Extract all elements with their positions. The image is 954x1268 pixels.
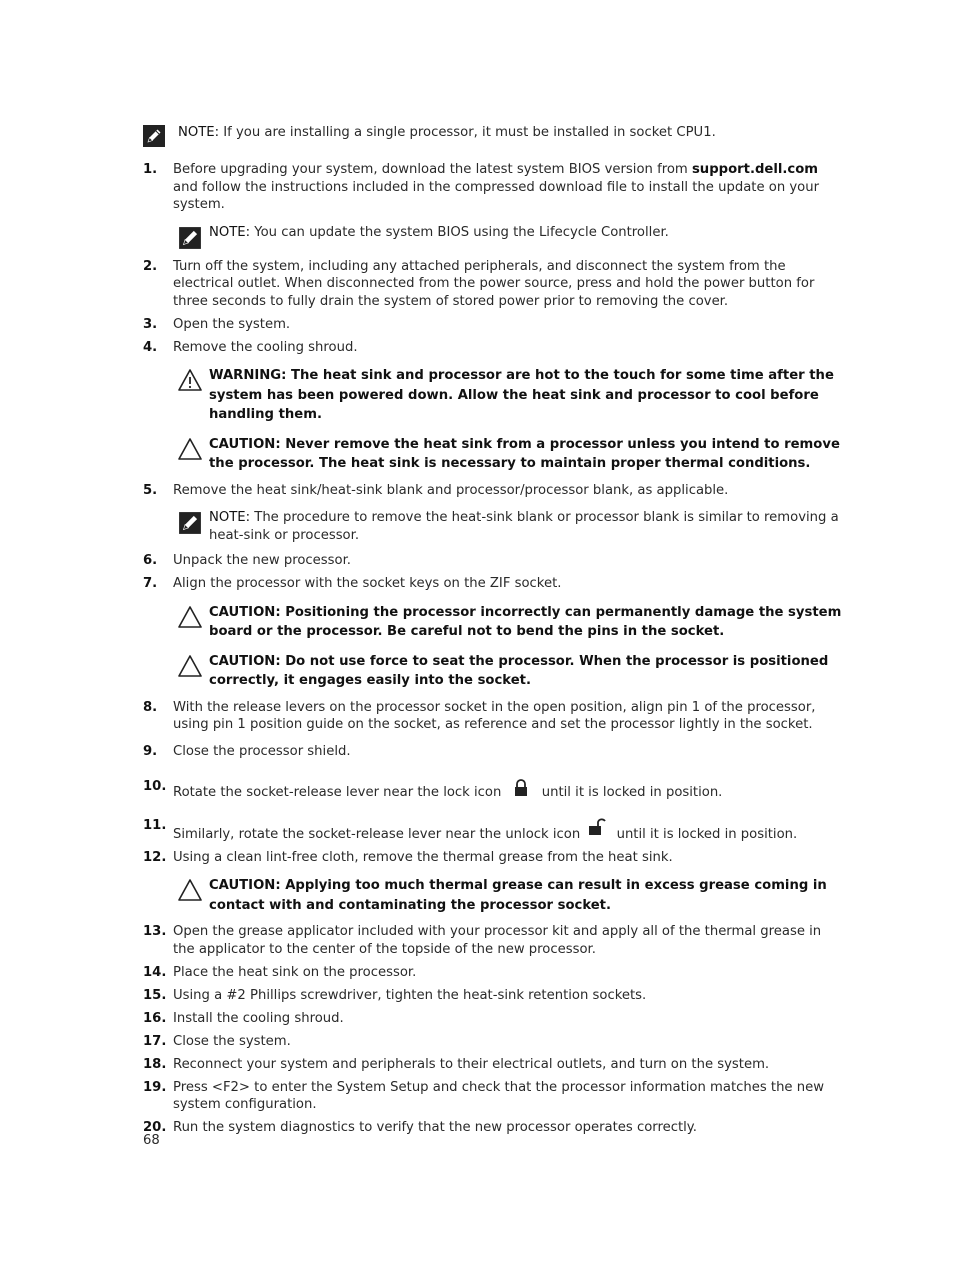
warning-text: WARNING: The heat sink and processor are hot to the touch for some time after the system has been powered down. Allow the heat sink and processor to cool before handling them.: [209, 368, 834, 422]
step-1: [143, 161, 843, 250]
step-number: 13.: [143, 924, 167, 939]
step-number: 12.: [143, 849, 167, 865]
support-link[interactable]: support.dell.com: [691, 162, 819, 177]
step-16: [143, 1010, 843, 1028]
note-label: NOTE:: [209, 510, 251, 525]
note-bios-update: [178, 224, 843, 250]
step-number: 3.: [143, 316, 158, 332]
step-13: [143, 923, 843, 958]
step-15: [143, 987, 843, 1005]
step-10: [143, 769, 843, 802]
step-number: 19.: [143, 1079, 167, 1095]
step-text: until it is locked in position.: [616, 826, 798, 842]
step-number: 10.: [143, 779, 167, 794]
caution-remove-heatsink: [178, 435, 843, 474]
step-number: 20.: [143, 1120, 167, 1135]
caution-thermal-grease: [178, 876, 843, 915]
step-text: Remove the cooling shroud.: [173, 339, 358, 355]
step-number: 9.: [143, 743, 158, 759]
caution-force: [178, 652, 843, 691]
step-text: Rotate the socket-release lever near the lock icon: [173, 785, 502, 800]
step-5: [143, 482, 843, 545]
step-number: 16.: [143, 1010, 167, 1026]
step-11: [143, 811, 843, 844]
step-text: Align the processor with the socket keys on the ZIF socket.: [173, 576, 562, 591]
caution-triangle-icon: [178, 437, 202, 461]
step-18: [143, 1056, 843, 1074]
step-4: [143, 339, 843, 474]
step-number: 17.: [143, 1033, 167, 1049]
step-text: Close the processor shield.: [173, 743, 351, 759]
step-number: 7.: [143, 576, 158, 591]
step-text: Similarly, rotate the socket-release lever near the unlock icon: [173, 826, 581, 842]
note-pencil-icon: [143, 125, 165, 147]
step-number: 18.: [143, 1056, 167, 1072]
step-9: [143, 743, 843, 761]
step-text: Remove the heat sink/heat-sink blank and processor/processor blank, as applicable.: [173, 482, 729, 498]
step-text: until it is locked in position.: [541, 785, 723, 800]
step-text: Run the system diagnostics to verify that the new processor operates correctly.: [173, 1120, 697, 1135]
caution-text: CAUTION: Never remove the heat sink from a processor unless you intend to remove the processor. The heat sink is necessary to maintain proper thermal conditions.: [209, 436, 840, 471]
note-label: NOTE:: [178, 125, 220, 140]
step-text: and follow the instructions included in the compressed download file to install the update on your system.: [173, 179, 820, 212]
step-17: [143, 1033, 843, 1051]
caution-triangle-icon: [178, 878, 202, 902]
step-text: Open the system.: [173, 316, 291, 332]
note-remove-blank: [178, 509, 843, 544]
step-number: 6.: [143, 553, 158, 568]
step-text: Close the system.: [173, 1033, 291, 1049]
procedure-steps: [143, 161, 843, 1142]
note-pencil-icon: [178, 226, 202, 250]
step-text: Unpack the new processor.: [173, 553, 351, 568]
note-text: If you are installing a single processor, it must be installed in socket CPU1.: [219, 125, 716, 140]
step-number: 11.: [143, 817, 167, 833]
caution-text: CAUTION: Positioning the processor incorrectly can permanently damage the system board or the processor. Be careful not to bend the pins in the socket.: [209, 604, 842, 639]
step-6: [143, 552, 843, 570]
warning-triangle-icon: [178, 368, 202, 392]
caution-triangle-icon: [178, 654, 202, 678]
caution-text: CAUTION: Do not use force to seat the processor. When the processor is positioned correctly, it engages easily into the socket.: [209, 653, 829, 688]
step-text: With the release levers on the processor socket in the open position, align pin 1 of the processor, using pin 1 position guide on the socket, as reference and set the processor lightly in the socket.: [173, 699, 816, 732]
step-text: Turn off the system, including any attached peripherals, and disconnect the system from the electrical outlet. When disconnected from the power source, press and hold the power button for three seconds to fully drain the system of stored power prior to removing the cover.: [173, 258, 815, 309]
step-text: Using a clean lint-free cloth, remove the thermal grease from the heat sink.: [173, 849, 673, 865]
step-19: [143, 1079, 843, 1114]
step-text: Reconnect your system and peripherals to their electrical outlets, and turn on the system.: [173, 1056, 770, 1072]
lock-icon: [512, 778, 530, 798]
step-text: Before upgrading your system, download the latest system BIOS version from: [173, 162, 692, 177]
note-text: You can update the system BIOS using the Lifecycle Controller.: [250, 224, 669, 240]
step-2: [143, 258, 843, 311]
caution-positioning: [178, 603, 843, 642]
step-7: [143, 575, 843, 691]
step-14: [143, 964, 843, 982]
step-text: Using a #2 Phillips screwdriver, tighten the heat-sink retention sockets.: [173, 987, 647, 1003]
step-number: 14.: [143, 964, 167, 980]
step-number: 5.: [143, 482, 158, 498]
unlock-icon: [588, 817, 606, 837]
step-number: 15.: [143, 987, 167, 1003]
note-text: The procedure to remove the heat-sink blank or processor blank is similar to removing a heat-sink or processor.: [209, 510, 839, 543]
step-20: [143, 1119, 843, 1137]
caution-text: CAUTION: Applying too much thermal grease can result in excess grease coming in contact with and contaminating the processor socket.: [209, 878, 827, 913]
step-number: 1.: [143, 162, 158, 177]
step-text: Install the cooling shroud.: [173, 1010, 344, 1026]
page-number: 68: [143, 1133, 160, 1148]
note-single-processor: [143, 124, 843, 147]
step-12: [143, 849, 843, 916]
warning-hot-heatsink: [178, 366, 843, 425]
caution-triangle-icon: [178, 605, 202, 629]
step-text: Place the heat sink on the processor.: [173, 964, 417, 980]
step-3: [143, 316, 843, 334]
step-number: 4.: [143, 339, 158, 355]
step-text: Press <F2> to enter the System Setup and check that the processor information matches the new system configuration.: [173, 1079, 824, 1112]
note-pencil-icon: [178, 511, 202, 535]
step-number: 8.: [143, 699, 158, 715]
note-label: NOTE:: [209, 224, 251, 240]
step-text: Open the grease applicator included with your processor kit and apply all of the thermal grease in the applicator to the center of the topside of the new processor.: [173, 924, 822, 957]
step-8: [143, 699, 843, 734]
step-number: 2.: [143, 258, 158, 274]
